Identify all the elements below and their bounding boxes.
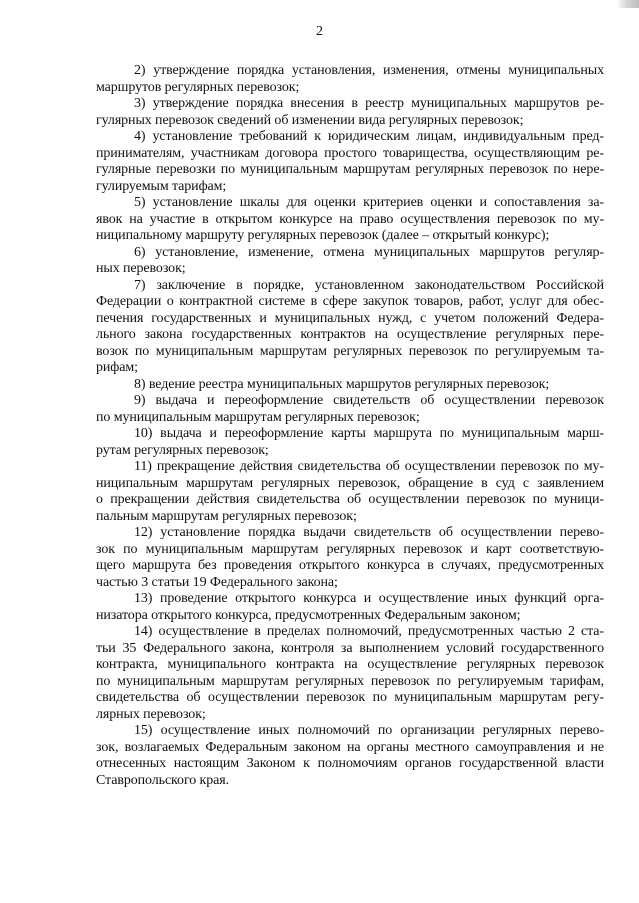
list-item	[96, 426, 604, 459]
list-item	[96, 195, 604, 245]
text-line: по муниципальным маршрутам регулярных перевозок по регулируемым тарифам,	[96, 673, 604, 689]
list-item	[96, 245, 604, 278]
list-item	[96, 278, 604, 377]
text-line: 2) утверждение порядка установления, изменения, отмены муниципальных	[134, 63, 604, 78]
list-item	[96, 723, 604, 789]
text-line: 3) утверждение порядка внесения в реестр муниципальных маршрутов ре-	[134, 96, 604, 111]
text-line: зок, возлагаемых Федеральным законом на органы местного самоуправления и не	[96, 739, 604, 755]
text-line: ных перевозок;	[96, 261, 186, 276]
text-line: явок на участие в открытом конкурсе на право осуществления перевозок по му-	[96, 211, 604, 227]
text-line: 10) выдача и переоформление карты маршрута по муниципальным марш-	[134, 426, 604, 441]
text-line: 15) осуществление иных полномочий по организации регулярных перево-	[134, 723, 604, 738]
text-line: щего маршрута без проведения открытого конкурса в случаях, предусмотренных	[96, 558, 604, 573]
text-line: 13) проведение открытого конкурса и осуществление иных функций орга-	[134, 591, 604, 606]
list-item	[96, 525, 604, 591]
text-line: частью 3 статьи 19 Федерального закона;	[96, 574, 338, 590]
text-line: гулярных перевозок сведений об изменении вида регулярных перевозок;	[96, 112, 524, 128]
text-line: возок по муниципальным маршрутам регулярных перевозок по регулируемым та-	[96, 343, 604, 359]
list-item	[96, 63, 604, 96]
text-line: тьи 35 Федерального закона, контроля за выполнением условий государственного	[96, 640, 604, 656]
text-line: льного закона государственных контрактов на осуществление регулярных пере-	[96, 327, 604, 342]
text-line: Ставропольского края.	[96, 772, 229, 788]
text-line: зок по муниципальным маршрутам регулярных перевозок и карт соответствую-	[96, 541, 604, 557]
text-line: 14) осуществление в пределах полномочий, предусмотренных частью 2 ста-	[134, 624, 604, 639]
text-line: ниципальному маршруту регулярных перевозок (далее – открытый конкурс);	[96, 228, 550, 243]
text-line: 9) выдача и переоформление свидетельств об осуществлении перевозок	[134, 393, 604, 408]
document-body	[96, 63, 604, 789]
scan-edge-mark	[617, 0, 639, 8]
text-line: 4) установление требований к юридическим лицам, индивидуальным пред-	[134, 129, 604, 144]
text-line: рифам;	[96, 360, 138, 375]
text-line: отнесенных настоящим Законом к полномочиям органов государственной власти	[96, 756, 604, 771]
text-line: маршрутов регулярных перевозок;	[96, 79, 300, 95]
text-line: гулируемым тарифам;	[96, 178, 227, 194]
text-line: свидетельства об осуществлении перевозок по муниципальным маршрутам регу-	[96, 690, 604, 705]
text-line: 6) установление, изменение, отмена муниципальных маршрутов регуляр-	[134, 244, 604, 260]
list-item	[96, 591, 604, 624]
text-line: о прекращении действия свидетельства об осуществлении перевозок по муници-	[96, 492, 604, 507]
text-line: рутам регулярных перевозок;	[96, 442, 269, 458]
text-line: 11) прекращение действия свидетельства об осуществлении перевозок по му-	[134, 459, 604, 474]
list-item	[96, 96, 604, 129]
list-item	[96, 377, 604, 394]
text-line: принимателям, участникам договора простого товарищества, осуществляющим ре-	[96, 145, 604, 161]
text-line: Федерации о контрактной системе в сфере закупок товаров, работ, услуг для обес-	[96, 294, 604, 309]
text-line: 8) ведение реестра муниципальных маршрутов регулярных перевозок;	[134, 376, 550, 392]
list-item	[96, 624, 604, 723]
text-line: ниципальным маршрутам регулярных перевозок, обращение в суд с заявлением	[96, 475, 604, 491]
list-item	[96, 393, 604, 426]
text-line: лярных перевозок;	[96, 706, 206, 722]
text-line: по муниципальным маршрутам регулярных перевозок;	[96, 409, 420, 425]
text-line: пальным маршрутам регулярных перевозок;	[96, 508, 357, 524]
list-item	[96, 129, 604, 195]
text-line: 5) установление шкалы для оценки критериев оценки и сопоставления за-	[134, 195, 604, 210]
text-line: печения государственных и муниципальных нужд, с учетом положений Федера-	[96, 310, 604, 326]
text-line: низатора открытого конкурса, предусмотренных Федеральным законом;	[96, 607, 521, 623]
list-item	[96, 459, 604, 525]
text-line: гулярные перевозки по муниципальным маршрутам регулярных перевозок по нере-	[96, 162, 604, 177]
text-line: 7) заключение в порядке, установленном законодательством Российской	[134, 277, 604, 293]
text-line: 12) установление порядка выдачи свидетельств об осуществлении перево-	[134, 525, 604, 540]
text-line: контракта, муниципального контракта на осуществление регулярных перевозок	[96, 657, 604, 672]
page-number: 2	[316, 24, 323, 39]
